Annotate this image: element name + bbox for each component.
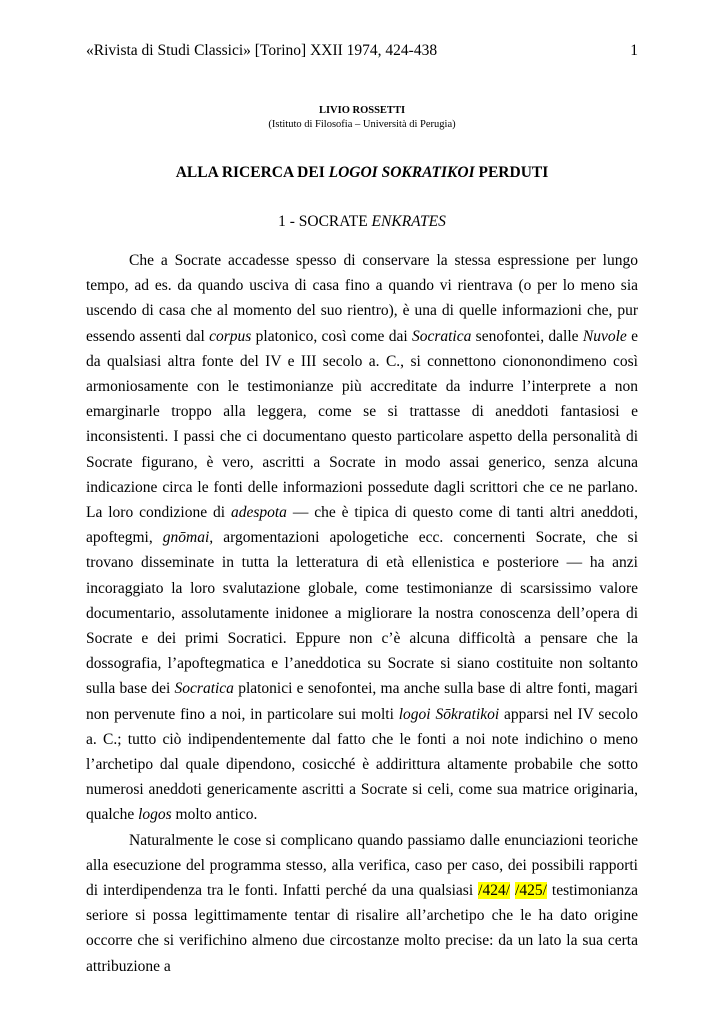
title-italic: LOGOI SOKRATIKOI — [328, 164, 475, 181]
text-run: senofontei, dalle — [471, 327, 583, 345]
page-number: 1 — [630, 42, 638, 59]
text-run: molto antico. — [171, 806, 258, 824]
paragraph — [86, 828, 638, 979]
title-text-end: PERDUTI — [474, 164, 549, 181]
section-italic: ENKRATES — [371, 213, 446, 230]
title-text: ALLA RICERCA DEI — [175, 164, 329, 181]
text-run: Naturalmente le cose si complicano quando passiamo dalle enunciazioni teoriche alla esecuzione del programma stesso, alla verifica, caso per caso, dei possibili rapporti di interdipendenza tra le fonti. Infatti perché da una qualsiasi — [86, 831, 638, 900]
text-run: e da qualsiasi altra fonte del IV e III secolo a. C., si connettono ciononondimeno così armoniosamente con le testimonianze più accreditate da indurre l’interprete a non emarginarle troppo alla leggera, come se si trattasse di aneddoti fantasiosi e inconsistenti. I passi che ci documentano questo particolare aspetto della personalità di Socrate figurano, è vero, ascritti a Socrate in modo assai generico, senza alcuna indicazione circa le fonti delle informazioni possedute dagli scrittori che ce ne parlano. La loro condizione di — [86, 327, 638, 522]
section-number: 1 - SOCRATE — [278, 213, 372, 230]
italic-term: logoi Sōkratikoi — [398, 705, 500, 723]
section-heading — [0, 212, 724, 232]
italic-term: adespota — [230, 504, 287, 522]
journal-citation: «Rivista di Studi Classici» [Torino] XXII 1974, 424-438 — [86, 42, 438, 59]
text-run: platonici e senofontei, ma anche sulla base di altre fonti, magari non pervenute fino a noi, in particolare sui molti — [86, 680, 638, 723]
italic-term: gnōmai, — [162, 529, 214, 547]
running-header — [86, 41, 638, 61]
text-run: Che a Socrate accadesse spesso di conservare la stessa espressione per lungo tempo, ad es. da quando usciva di casa fino a quando vi rientrava (o per lo meno sia uscendo di casa che al momento del suo rientro), è una di quelle informazioni che, pur essendo assenti dal — [86, 252, 638, 345]
text-run: testimonianza seriore si possa legittimamente tentar di risalire all’archetipo che le ha dato origine occorre che si verifichino almeno due circostanze molto precise: da un lato la sua certa attribuzione a — [86, 882, 638, 975]
body-text — [86, 248, 638, 979]
article-title — [0, 163, 724, 183]
italic-term: Socratica — [411, 327, 472, 345]
text-run: — che è tipica di questo come di tanti altri aneddoti, apoftegmi, — [86, 504, 638, 547]
paragraph — [86, 248, 638, 828]
text-run: apparsi nel IV secolo a. C.; tutto ciò indipendentemente dal fatto che le fonti a noi note indichino o meno l’archetipo dal quale dipendono, cosicché è addirittura altamente probabile che sotto numerosi aneddoti genericamente ascritti a Socrate si celi, come sua matrice originaria, qualche — [86, 705, 638, 824]
italic-term: logos — [138, 806, 172, 824]
author-name: LIVIO ROSSETTI — [318, 105, 406, 116]
text-run: argomentazioni apologetiche ecc. concernenti Socrate, che si trovano disseminate in tutta la letteratura di età ellenistica e posteriore — ha anzi incoraggiato la loro svalutazione globale, come testimonianze di scarsissimo valore documentario, assolutamente inidonee a migliorare la nostra conoscenza dell’opera di Socrate e dei primi Socratici. Eppure non c’è alcuna difficoltà a pensare che la dossografia, l’apoftegmatica e l’aneddotica su Socrate si siano costituite non soltanto sulla base dei — [86, 529, 638, 698]
author-affiliation: (Istituto di Filosofia – Università di Perugia) — [268, 119, 456, 130]
page-marker-highlight: /424/ — [478, 882, 511, 900]
italic-term: Nuvole — [582, 327, 627, 345]
text-run: platonico, così come dai — [251, 327, 412, 345]
page-marker-highlight: /425/ — [515, 882, 547, 900]
italic-term: Socratica — [174, 680, 234, 698]
italic-term: corpus — [209, 327, 252, 345]
